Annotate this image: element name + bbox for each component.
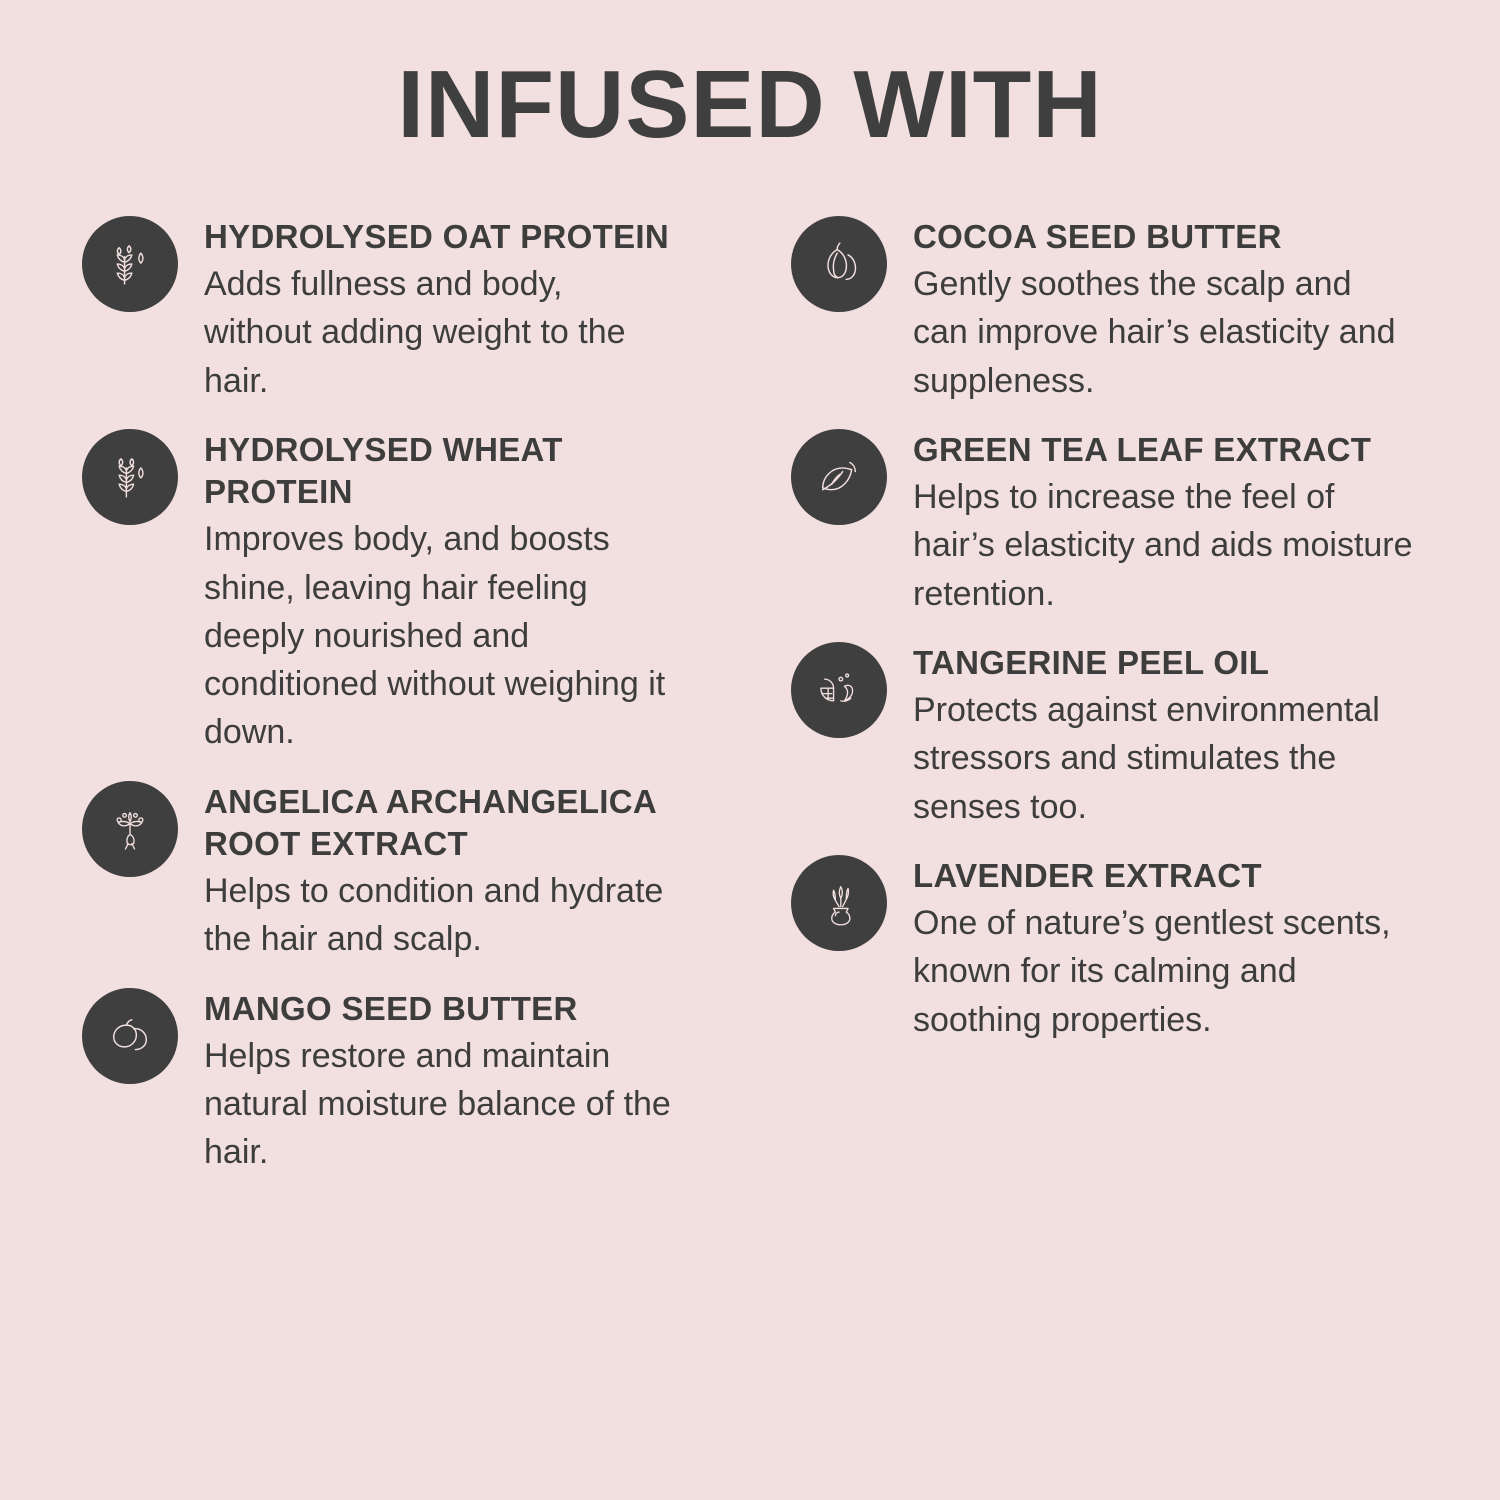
ingredient-description: Helps restore and maintain natural moisture balance of the hair. xyxy=(204,1036,671,1172)
list-item xyxy=(82,214,731,405)
list-item xyxy=(791,640,1440,831)
ingredient-description: Adds fullness and body, without adding weight to the hair. xyxy=(204,265,626,400)
mango-fruit-icon xyxy=(82,988,178,1084)
list-item-text xyxy=(204,986,674,1177)
citrus-slice-icon xyxy=(791,642,887,738)
oat-grain-icon xyxy=(82,216,178,312)
ingredient-title: LAVENDER EXTRACT xyxy=(913,856,1262,894)
ingredient-description: Helps to condition and hydrate the hair and scalp. xyxy=(204,872,664,959)
list-item-text xyxy=(913,640,1413,831)
ingredient-description: One of nature’s gentlest scents, known for its calming and soothing properties. xyxy=(913,904,1391,1039)
ingredient-title: MANGO SEED BUTTER xyxy=(204,989,578,1027)
list-item-text xyxy=(913,853,1413,1044)
ingredient-description: Helps to increase the feel of hair’s elasticity and aids moisture retention. xyxy=(913,478,1413,613)
ingredient-column-left xyxy=(60,214,731,1199)
tea-leaf-icon xyxy=(791,429,887,525)
ingredient-columns xyxy=(60,214,1440,1199)
list-item-text xyxy=(204,779,674,964)
list-item xyxy=(791,214,1440,405)
list-item xyxy=(82,986,731,1177)
ingredient-title: HYDROLYSED WHEAT PROTEIN xyxy=(204,430,563,511)
lavender-sprig-icon xyxy=(791,855,887,951)
ingredient-description: Protects against environmental stressors and stimulates the senses too. xyxy=(913,691,1380,826)
ingredient-title: TANGERINE PEEL OIL xyxy=(913,643,1270,681)
list-item xyxy=(82,427,731,757)
angelica-root-icon xyxy=(82,781,178,877)
ingredient-title: ANGELICA ARCHANGELICA ROOT EXTRACT xyxy=(204,782,656,862)
ingredient-title: GREEN TEA LEAF EXTRACT xyxy=(913,430,1372,468)
ingredient-column-right xyxy=(771,214,1440,1066)
list-item xyxy=(791,853,1440,1044)
list-item xyxy=(82,779,731,964)
ingredient-description: Gently soothes the scalp and can improve hair’s elasticity and suppleness. xyxy=(913,265,1396,400)
list-item-text xyxy=(913,427,1413,618)
ingredient-title: COCOA SEED BUTTER xyxy=(913,217,1282,255)
list-item-text xyxy=(204,427,674,757)
list-item xyxy=(791,427,1440,618)
list-item-text xyxy=(204,214,674,405)
ingredient-description: Improves body, and boosts shine, leaving hair feeling deeply nourished and conditioned without weighing it down. xyxy=(204,520,666,752)
list-item-text xyxy=(913,214,1413,405)
wheat-grain-icon xyxy=(82,429,178,525)
page-title: INFUSED WITH xyxy=(397,51,1103,158)
cocoa-pod-icon xyxy=(791,216,887,312)
ingredient-title: HYDROLYSED OAT PROTEIN xyxy=(204,217,669,255)
